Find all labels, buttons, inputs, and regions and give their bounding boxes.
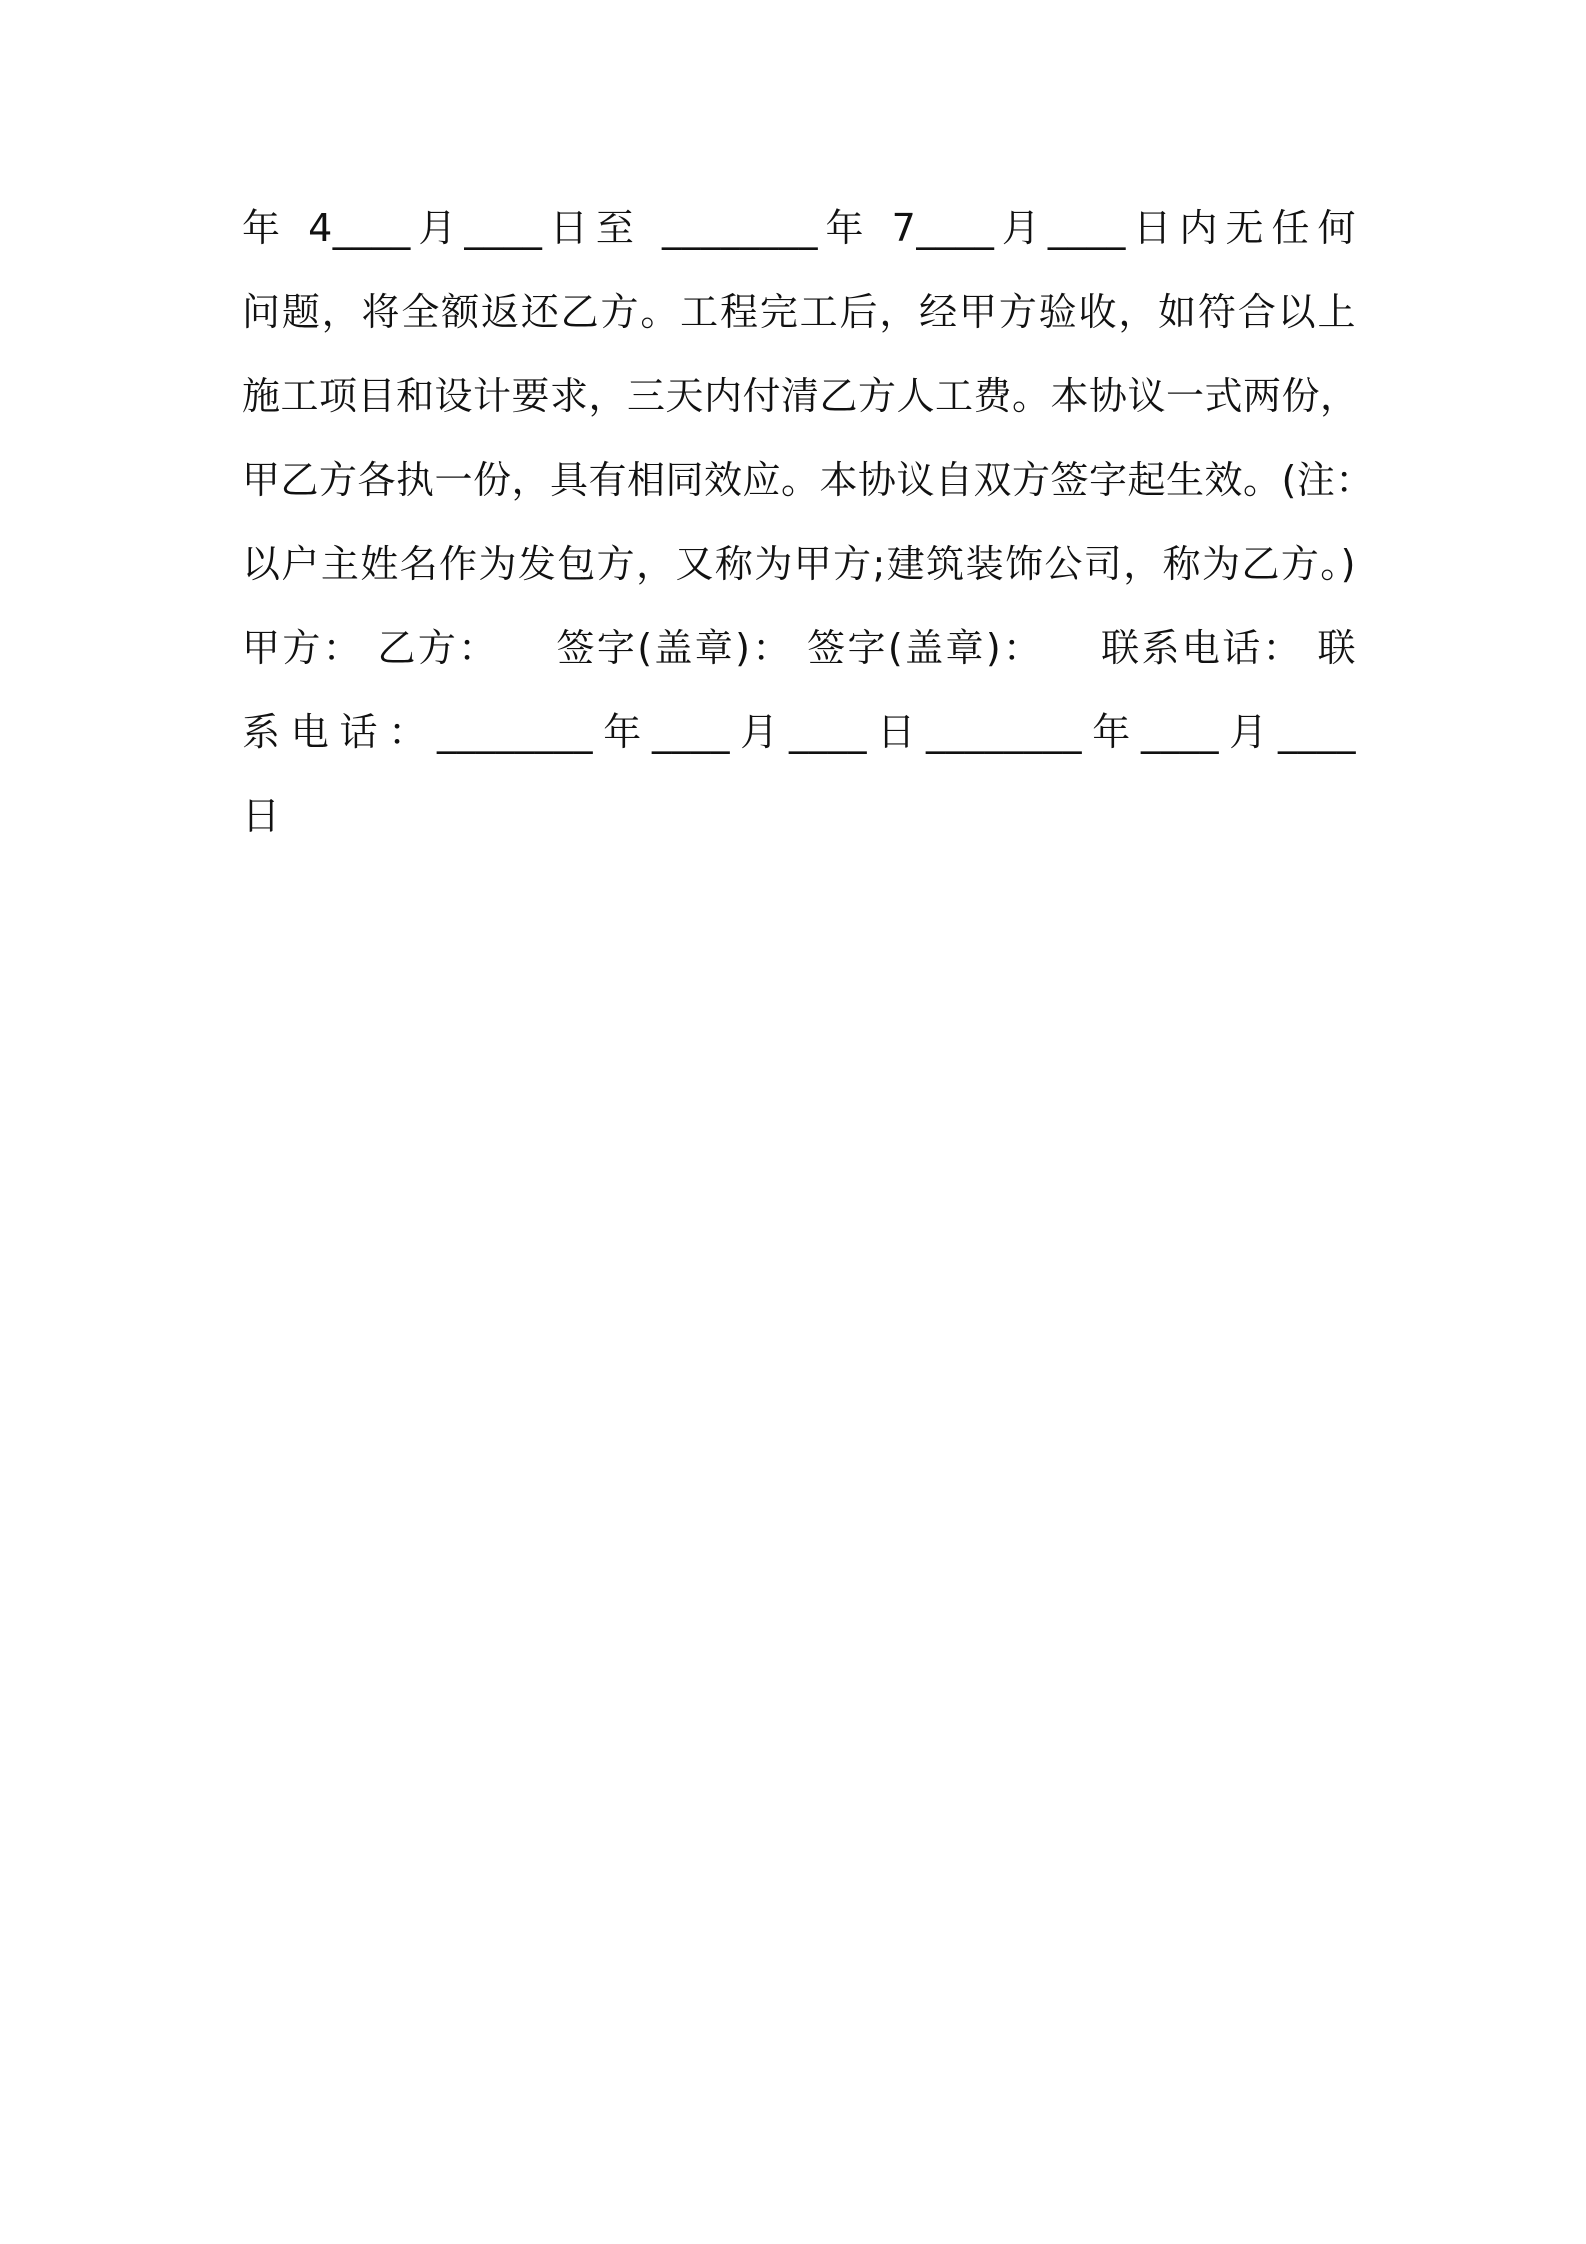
signature-line: 甲方： 乙方： 签字(盖章)： 签字(盖章)： 联系电话： 联 <box>242 626 1356 670</box>
paragraph-line-2: 问题，将全额返还乙方。工程完工后，经甲方验收，如符合以上 <box>242 290 1356 334</box>
date-line-end: 日 <box>242 794 281 838</box>
paragraph-line-4: 甲乙方各执一份，具有相同效应。本协议自双方签字起生效。(注： <box>242 458 1374 502</box>
date-line: 系电话：________年____月____日________年____月____ <box>242 710 1356 754</box>
paragraph-line-1: 年 4____月____日至 ________年 7____月____日内无任何 <box>242 206 1356 250</box>
paragraph-line-3: 施工项目和设计要求，三天内付清乙方人工费。本协议一式两份， <box>242 374 1359 418</box>
paragraph-line-5: 以户主姓名作为发包方，又称为甲方;建筑装饰公司，称为乙方。) <box>242 542 1356 586</box>
